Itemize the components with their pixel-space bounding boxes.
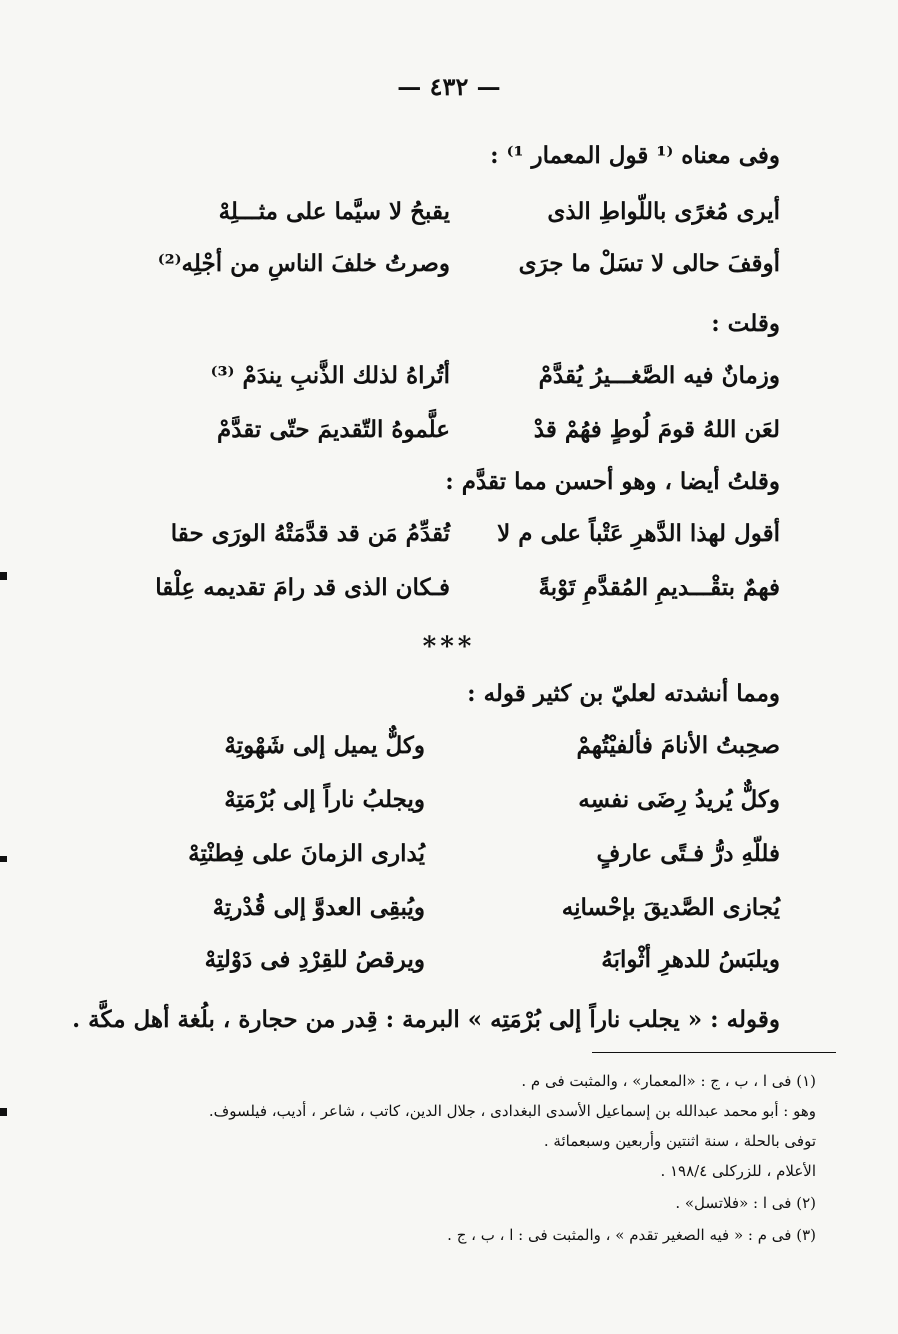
verse bbox=[120, 574, 780, 614]
verse-hemistich-second: أتُراهُ لذلك الذَّنبِ يندَمْ ⁽³⁾ bbox=[210, 362, 450, 389]
footnote-line: (١) فى ا ، ب ، ج : «المعمار» ، والمثبت فى م . bbox=[521, 1072, 816, 1090]
verse-hemistich-first: يُجازى الصَّديقَ بإحْسانِه bbox=[561, 894, 780, 921]
verse-hemistich-first: صحِبتُ الأنامَ فألفيْتُهمْ bbox=[576, 732, 780, 759]
closing-note: وقوله : « يجلب ناراً إلى بُرْمَتِه » البرمة : قِدر من حجارة ، بلُغة أهل مكَّة . bbox=[72, 1006, 780, 1033]
verse-hemistich-second: يُدارى الزمانَ على فِطنْتِهْ bbox=[188, 840, 425, 867]
footnote-line: الأعلام ، للزركلى ١٩٨/٤ . bbox=[660, 1162, 816, 1180]
verse-hemistich-second: تُقدِّمُ مَن قد قدَّمَتْهُ الورَى حقا bbox=[170, 520, 450, 547]
verse bbox=[170, 894, 780, 934]
verse-hemistich-second: ويرقصُ للقِرْدِ فى دَوْلتِهْ bbox=[204, 946, 425, 973]
footnote-line: توفى بالحلة ، سنة اثنتين وأربعين وسبعمائة . bbox=[543, 1132, 816, 1150]
footnote-divider bbox=[592, 1052, 836, 1053]
verse bbox=[120, 250, 780, 290]
verse-hemistich-first: أوقفَ حالى لا تسَلْ ما جرَى bbox=[518, 250, 780, 277]
verse-hemistich-first: أيرى مُغرًى باللّواطِ الذى bbox=[547, 198, 780, 225]
verse bbox=[120, 520, 780, 560]
verse-hemistich-second: فـكان الذى قد رامَ تقديمه عِلْقا bbox=[155, 574, 450, 601]
scan-edge-mark bbox=[0, 572, 7, 580]
verse bbox=[170, 732, 780, 772]
section1-intro: وفى معناه ⁽¹ قول المعمار ¹⁾ : bbox=[490, 142, 780, 169]
verse-hemistich-second: وصرتُ خلفَ الناسِ من أجْلِه⁽²⁾ bbox=[157, 250, 450, 277]
section2-intro: وقلت : bbox=[711, 310, 780, 337]
verse bbox=[170, 786, 780, 826]
verse-hemistich-second: يقبحُ لا سيَّما على مثـــلِهْ bbox=[218, 198, 450, 225]
verse-hemistich-second: وكلٌّ يميل إلى شَهْوتِهْ bbox=[224, 732, 425, 759]
section-separator: *** bbox=[422, 632, 476, 662]
section3-intro: وقلتُ أيضا ، وهو أحسن مما تقدَّم : bbox=[445, 468, 780, 495]
verse-hemistich-first: وكلٌّ يُريدُ رِضَى نفسِه bbox=[578, 786, 780, 813]
footnote-line: (٣) فى م : « فيه الصغير تقدم » ، والمثبت فى : ا ، ب ، ج . bbox=[447, 1226, 816, 1244]
footnote-line: وهو : أبو محمد عبدالله بن إسماعيل الأسدى البغدادى ، جلال الدين، كاتب ، شاعر ، أديب، فيلسوف. bbox=[208, 1102, 816, 1120]
verse-hemistich-second: ويُبقِى العدوَّ إلى قُدْرتِهْ bbox=[212, 894, 425, 921]
verse-hemistich-first: فللّهِ درُّ فـتًى عارفٍ bbox=[596, 840, 780, 867]
page-number: — ٤٣٢ — bbox=[397, 72, 501, 101]
verse-hemistich-first: أقول لهذا الدَّهرِ عَتْباً على م لا bbox=[497, 520, 780, 547]
verse-hemistich-second: ويجلبُ ناراً إلى بُرْمَتِهْ bbox=[224, 786, 425, 813]
footnote-line: (٢) فى ا : «فلاتسل» . bbox=[675, 1194, 816, 1212]
verse-hemistich-first: ويلبَسُ للدهرِ أثْوابَهُ bbox=[601, 946, 780, 973]
verse-hemistich-first: فهمٌ بتقْـــديمِ المُقدَّمِ تَوْبةً bbox=[538, 574, 780, 601]
verse-hemistich-second: علَّموهُ التّقديمَ حتّى تقدَّمْ bbox=[216, 416, 450, 443]
verse bbox=[170, 946, 780, 986]
section4-intro: ومما أنشدته لعليّ بن كثير قوله : bbox=[467, 680, 780, 707]
verse-hemistich-first: وزمانٌ فيه الصَّغـــيرُ يُقدَّمْ bbox=[538, 362, 780, 389]
verse-hemistich-first: لعَن اللهُ قومَ لُوطٍ فهُمْ قدْ bbox=[533, 416, 780, 443]
verse bbox=[120, 198, 780, 238]
verse bbox=[120, 362, 780, 402]
verse bbox=[170, 840, 780, 880]
scan-edge-mark bbox=[0, 1108, 7, 1116]
scan-edge-mark bbox=[0, 856, 7, 862]
verse bbox=[120, 416, 780, 456]
